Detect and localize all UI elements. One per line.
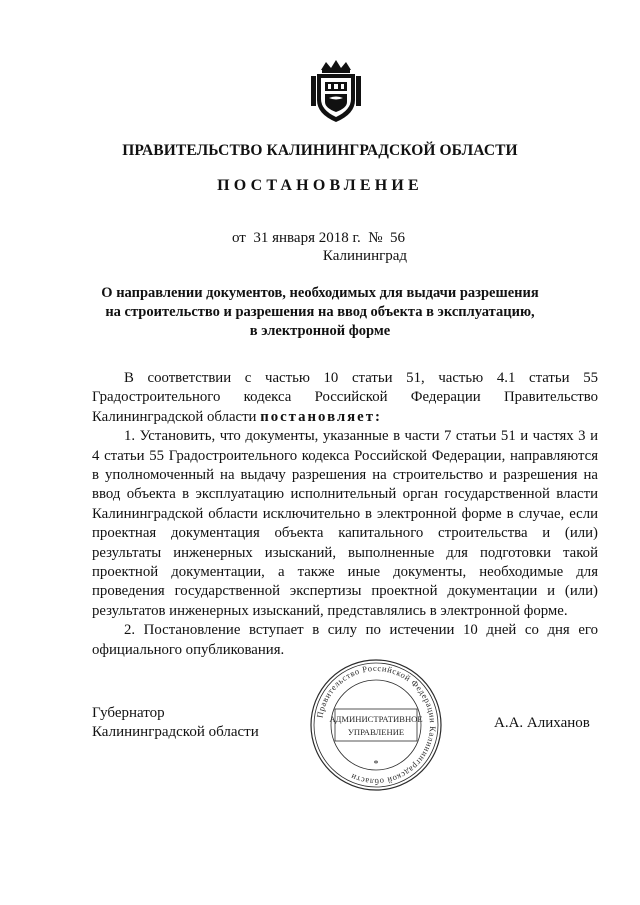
signatory-name: А.А. Алиханов [494, 715, 590, 731]
official-seal [308, 657, 444, 793]
seal-star: * [373, 759, 379, 770]
document-body [92, 369, 598, 660]
seal-inner-line: УПРАВЛЕНИЕ [347, 727, 405, 737]
signatory-position-line: Губернатор [92, 705, 165, 721]
item-2-paragraph: 2. Постановление вступает в силу по истечении 10 дней со дня его официального опубликования. [92, 622, 598, 658]
document-city: Калининград [322, 248, 408, 264]
seal-inner-line: АДМИНИСТРАТИВНОЕ [329, 714, 423, 724]
title-line: О направлении документов, необходимых для выдачи разрешения [101, 285, 539, 301]
number-label: № [368, 230, 383, 246]
item-1-paragraph: 1. Установить, что документы, указанные в части 7 статьи 51 и частях 3 и 4 статьи 55 Градостроительного кодекса Российской Федерации, направляются в уполномоченный на выдачу разрешения на строительство и разрешения на ввод объекта в эксплуатацию исполнительный орган государственной власти Калининградской области исключительно в электронной форме в случае, если проектная документация объекта капитального строительства и (или) результаты инженерных изысканий, выполненные для подготовки такой проектной документации, а также иные документы, необходимые для проведения государственной экспертизы проектной документации и (или) результатов инженерных изысканий, представлялись в электронной форме. [92, 428, 598, 619]
preamble-paragraph [92, 369, 598, 427]
document-number: 56 [390, 230, 406, 246]
date-line [232, 230, 405, 247]
title-line: в электронной форме [249, 323, 391, 339]
preamble-text: В соответствии с частью 10 статьи 51, частью 4.1 статьи 55 Градостроительного кодекса Российской Федерации Правительство Калининградской области [92, 370, 598, 425]
date-prefix: от [232, 230, 246, 246]
document-type: ПОСТАНОВЛЕНИЕ [217, 177, 423, 194]
document-date: 31 января 2018 г. [253, 230, 361, 246]
signatory-position-line: Калининградской области [92, 724, 259, 740]
seal-outer-text: Правительство Российской Федерации Калининградской области [314, 662, 439, 788]
organization-name: ПРАВИТЕЛЬСТВО КАЛИНИНГРАДСКОЙ ОБЛАСТИ [122, 142, 518, 159]
document-title [60, 284, 580, 341]
coat-of-arms-icon [311, 56, 361, 124]
signatory-position [92, 704, 259, 742]
resolves-word: постановляет: [260, 408, 382, 425]
title-line: на строительство и разрешения на ввод объекта в эксплуатацию, [105, 304, 535, 320]
